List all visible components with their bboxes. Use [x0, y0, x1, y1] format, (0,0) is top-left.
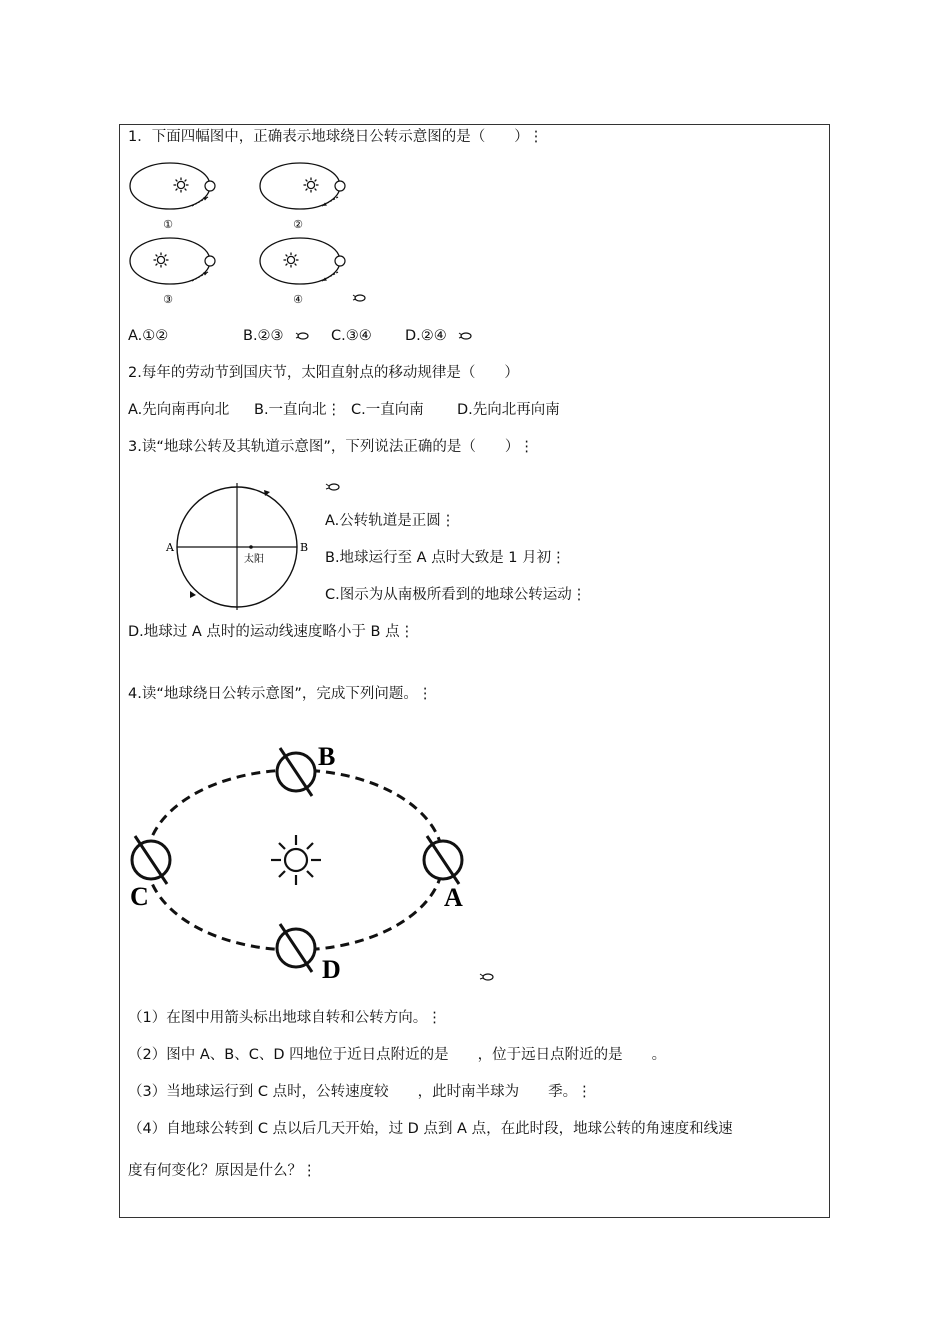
q1-option-a: A.①② — [128, 328, 169, 344]
q1-figure-label-3: ③ — [163, 293, 173, 306]
anchor-mark-icon — [478, 970, 496, 984]
q2-option-a: A.先向南再向北 — [128, 402, 230, 418]
q1-figure-1 — [130, 163, 215, 231]
q3-option-c: C.图示为从南极所看到的地球公转运动⋮ — [325, 587, 587, 603]
q1-figure-4 — [260, 238, 345, 306]
q4-sub-4-line-2: 度有何变化？原因是什么？⋮ — [128, 1163, 317, 1179]
q4-sub-1: （1）在图中用箭头标出地球自转和公转方向。⋮ — [128, 1010, 442, 1026]
anchor-mark-icon — [325, 481, 341, 493]
q3-label-a: A — [166, 541, 174, 554]
q1-figure-label-1: ① — [163, 218, 173, 231]
q3-stem: 3.读“地球公转及其轨道示意图”，下列说法正确的是（ ）⋮ — [128, 439, 534, 455]
q4-label-c: C — [130, 882, 149, 911]
q1-figure-label-4: ④ — [293, 293, 303, 306]
q3-label-b: B — [300, 541, 309, 554]
q4-label-d: D — [322, 955, 341, 984]
q4-sub-2: （2）图中 A、B、C、D 四地位于近日点附近的是 ，位于远日点附近的是 。 — [128, 1047, 667, 1063]
q2-option-c: C.一直向南 — [351, 402, 424, 418]
q1-figure-label-2: ② — [293, 218, 303, 231]
earth-position-c — [132, 836, 170, 884]
q4-label-b: B — [318, 742, 336, 771]
earth-position-b — [277, 748, 315, 796]
q4-label-a: A — [444, 883, 463, 912]
anchor-mark-icon — [353, 295, 365, 301]
q4-sub-3: （3）当地球运行到 C 点时，公转速度较 ，此时南半球为 季。⋮ — [128, 1084, 592, 1100]
q2-option-b: B.一直向北⋮ — [254, 402, 342, 418]
q1-figure-2 — [260, 163, 345, 231]
q1-option-d: D.②④ — [405, 328, 447, 344]
q1-option-b: B.②③ — [243, 328, 284, 344]
q4-orbit-figure — [125, 738, 505, 988]
q4-stem: 4.读“地球绕日公转示意图”，完成下列问题。⋮ — [128, 686, 433, 702]
sun-icon — [271, 835, 321, 885]
earth-position-a — [424, 836, 462, 884]
q2-option-d: D.先向北再向南 — [457, 402, 560, 418]
q4-sub-4-line-1: （4）自地球公转到 C 点以后几天开始，过 D 点到 A 点，在此时段，地球公转的角速度和线速 — [128, 1121, 733, 1137]
q1-figure-3 — [130, 238, 215, 306]
q1-orbit-figures — [128, 158, 378, 308]
q1-stem: 1．下面四幅图中，正确表示地球绕日公转示意图的是（ ）⋮ — [128, 129, 544, 145]
anchor-mark-icon — [295, 330, 309, 342]
earth-position-d — [277, 924, 315, 972]
anchor-mark-icon — [458, 330, 472, 342]
q3-option-a: A.公转轨道是正圆⋮ — [325, 513, 456, 529]
q3-option-b: B.地球运行至 A 点时大致是 1 月初⋮ — [325, 550, 566, 566]
q3-orbit-figure — [160, 478, 320, 618]
q1-option-c: C.③④ — [331, 328, 372, 344]
q3-label-sun: 太阳 — [244, 554, 264, 565]
q3-option-d: D.地球过 A 点时的运动线速度略小于 B 点⋮ — [128, 624, 415, 640]
q2-stem: 2.每年的劳动节到国庆节，太阳直射点的移动规律是（ ） — [128, 365, 519, 381]
